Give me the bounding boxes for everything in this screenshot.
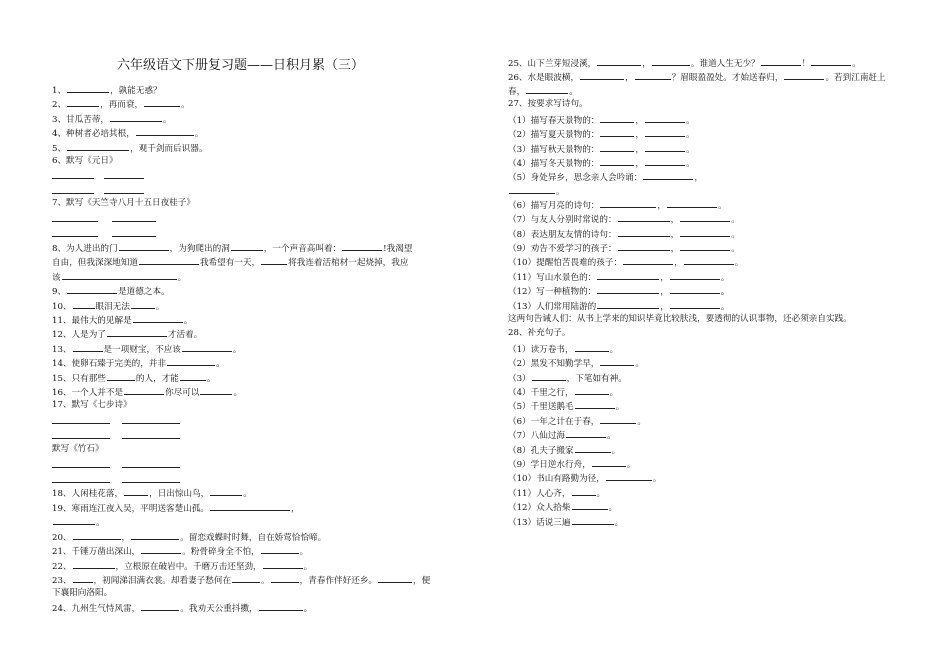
question-28-3: （3） ，下笔如有神。: [508, 374, 627, 384]
answer-blank[interactable]: [200, 386, 232, 395]
question-7: 7、默写《天竺寺八月十五日夜桂子》: [52, 198, 195, 208]
question-5: 5、 ，观千剑而后识器。: [52, 144, 208, 154]
answer-blank[interactable]: [67, 142, 129, 151]
answer-blank[interactable]: [263, 560, 303, 569]
answer-blank[interactable]: [600, 128, 634, 137]
question-28-5: （5）千里送鹅毛 。: [508, 402, 625, 412]
answer-blank[interactable]: [119, 242, 169, 251]
question-27-11: （11）写山水景色的： ， 。: [508, 273, 730, 283]
answer-blank[interactable]: [122, 415, 180, 424]
answer-blank[interactable]: [600, 199, 656, 208]
answer-blank[interactable]: [600, 415, 636, 424]
answer-blank[interactable]: [259, 602, 303, 611]
question-28-7: （7）八仙过海 。: [508, 431, 616, 441]
answer-blank[interactable]: [271, 574, 299, 583]
answer-blank[interactable]: [580, 71, 624, 80]
answer-blank[interactable]: [652, 57, 690, 66]
answer-blank[interactable]: [107, 372, 135, 381]
answer-blank[interactable]: [532, 372, 566, 381]
answer-blank[interactable]: [600, 157, 634, 166]
question-27-1: （1）描写春天景物的： ， 。: [508, 116, 695, 126]
question-3: 3、甘瓜苦蒂， 。: [52, 115, 172, 125]
question-27: 27、按要求写诗句。: [508, 99, 588, 109]
question-8: 8、为人进出的门 ，为狗爬出的洞 ，一个声音高叫着： !我渴望: [52, 244, 413, 254]
question-23: 23、 ，初闻涕泪满衣裳。却看妻子愁何在 。 ，青春作伴好还乡。 ，便: [52, 576, 431, 586]
answer-blank[interactable]: [122, 459, 180, 468]
page-title: 六年级语文下册复习题——日积月累（三）: [117, 58, 365, 73]
answer-blank[interactable]: [761, 57, 801, 66]
answer-blank[interactable]: [231, 242, 263, 251]
answer-blank[interactable]: [73, 300, 95, 309]
question-27-6: （6）描写月亮的诗句： ， 。: [508, 201, 727, 211]
answer-blank[interactable]: [592, 458, 626, 467]
question-20: 20、 ， 。留恋戏蝶时时舞，自在娇莺恰恰啼。: [52, 533, 327, 543]
answer-blank[interactable]: [136, 127, 194, 136]
answer-blank[interactable]: [52, 415, 110, 424]
question-28-11: （11）人心齐， 。: [508, 489, 606, 499]
answer-blank[interactable]: [112, 213, 156, 222]
answer-blank[interactable]: [261, 256, 287, 265]
question-22: 22、 ，立根原在破岩中。千磨万击还坚劲， 。: [52, 562, 313, 572]
question-8-line-2: 自由，但我深深地知道 我希望有一天， 将我连着活棺材一起烧掉，我应: [52, 258, 409, 268]
question-9: 9、 是道德之本。: [52, 287, 170, 297]
question-27-10: （10）提醒怕苦畏难的孩子： ， 。: [508, 258, 744, 268]
answer-blank[interactable]: [680, 242, 730, 251]
answer-blank[interactable]: [141, 545, 181, 554]
answer-blank[interactable]: [210, 487, 242, 496]
answer-blank[interactable]: [342, 242, 382, 251]
answer-blank[interactable]: [572, 516, 614, 525]
answer-blank[interactable]: [122, 474, 180, 483]
question-23-line-2: 下襄阳向洛阳。: [52, 588, 113, 598]
answer-blank[interactable]: [597, 300, 659, 309]
answer-blank[interactable]: [52, 474, 110, 483]
answer-blank[interactable]: [131, 531, 179, 540]
answer-blank[interactable]: [167, 357, 215, 366]
answer-blank[interactable]: [124, 386, 164, 395]
answer-blank[interactable]: [784, 71, 824, 80]
answer-blank[interactable]: [575, 386, 609, 395]
question-10: 10、 眼泪无法 。: [52, 302, 165, 312]
answer-blank[interactable]: [378, 574, 412, 583]
answer-blank[interactable]: [107, 328, 167, 337]
question-2: 2、 ，再而衰， 。: [52, 100, 190, 110]
answer-blank[interactable]: [597, 285, 659, 294]
answer-blank[interactable]: [67, 84, 109, 93]
answer-blank[interactable]: [73, 531, 121, 540]
question-27-8: （8）表达朋友友情的诗句： ， 。: [508, 230, 740, 240]
answer-blank[interactable]: [122, 430, 180, 439]
answer-blank[interactable]: [572, 487, 596, 496]
answer-blank[interactable]: [210, 502, 290, 511]
question-28-4: （4）千里之行， 。: [508, 388, 619, 398]
answer-blank[interactable]: [52, 430, 110, 439]
answer-blank[interactable]: [139, 256, 199, 265]
answer-blank[interactable]: [643, 171, 693, 180]
question-19-line-2: 。: [52, 516, 105, 529]
answer-blank[interactable]: [575, 343, 609, 352]
answer-blank[interactable]: [133, 314, 183, 323]
answer-blank[interactable]: [597, 57, 641, 66]
answer-blank[interactable]: [645, 157, 685, 166]
answer-blank[interactable]: [104, 170, 144, 179]
question-28-12: （12）众人拾柴 。: [508, 503, 618, 513]
question-28: 28、补充句子。: [508, 328, 571, 338]
answer-blank[interactable]: [600, 114, 634, 123]
question-28-13: （13）话说三遍 。: [508, 518, 624, 528]
answer-blank[interactable]: [131, 300, 155, 309]
answer-blank[interactable]: [112, 228, 156, 237]
question-28-8: （8）孔夫子搬家 。: [508, 446, 621, 456]
question-27-4: （4）描写冬天景物的： ， 。: [508, 159, 695, 169]
question-16: 16、一个人并不是 你尽可以 。: [52, 388, 243, 398]
answer-blank[interactable]: [52, 213, 98, 222]
answer-blank[interactable]: [670, 300, 720, 309]
answer-blank[interactable]: [67, 98, 99, 107]
question-26-line-2: 春， 。: [508, 87, 578, 97]
answer-blank[interactable]: [811, 57, 851, 66]
answer-blank[interactable]: [618, 242, 670, 251]
question-27-13: （13）人们常用陆游的 ， 。: [508, 302, 730, 312]
answer-blank[interactable]: [67, 285, 117, 294]
answer-blank[interactable]: [575, 400, 615, 409]
question-14: 14、使卵石臻于完美的，并非 。: [52, 359, 225, 369]
answer-blank[interactable]: [645, 114, 685, 123]
question-11: 11、最伟大的见解是 。: [52, 316, 193, 326]
answer-blank[interactable]: [180, 372, 206, 381]
answer-blank[interactable]: [52, 228, 98, 237]
answer-blank[interactable]: [62, 271, 177, 280]
answer-blank[interactable]: [144, 98, 180, 107]
question-28-9: （9）学日逆水行舟， 。: [508, 460, 636, 470]
answer-blank[interactable]: [572, 501, 608, 510]
answer-blank[interactable]: [73, 574, 93, 583]
answer-blank[interactable]: [110, 113, 162, 122]
answer-blank[interactable]: [606, 472, 652, 481]
answer-blank[interactable]: [670, 271, 720, 280]
question-27-12: （12）写一种植物的： ， 。: [508, 287, 730, 297]
answer-blank[interactable]: [526, 85, 568, 94]
answer-blank[interactable]: [141, 602, 179, 611]
answer-blank[interactable]: [618, 228, 670, 237]
question-27-5: （5）身处异乡，思念亲人会吟诵： ，: [508, 173, 703, 183]
question-28-1: （1）读万卷书， 。: [508, 345, 619, 355]
question-27-2: （2）描写夏天景物的： ， 。: [508, 130, 695, 140]
answer-blank[interactable]: [73, 560, 115, 569]
answer-blank[interactable]: [104, 185, 144, 194]
question-27-5-line-2: 。: [508, 185, 565, 198]
answer-blank[interactable]: [618, 213, 670, 222]
answer-blank[interactable]: [182, 343, 232, 352]
question-19: 19、寒雨连江夜入吴，平明送客楚山孤。 ，: [52, 504, 300, 514]
answer-blank[interactable]: [635, 71, 671, 80]
answer-blank[interactable]: [680, 228, 730, 237]
answer-blank[interactable]: [623, 256, 673, 265]
question-27-3: （3）描写秋天景物的： ， 。: [508, 145, 695, 155]
question-4: 4、种树者必培其根， 。: [52, 129, 204, 139]
question-27-9: （9）劝告不爱学习的孩子： ， 。: [508, 244, 740, 254]
question-28-6: （6）一年之计在于春， 。: [508, 417, 647, 427]
answer-blank[interactable]: [73, 343, 103, 352]
answer-blank[interactable]: [670, 285, 720, 294]
answer-blank[interactable]: [684, 256, 734, 265]
question-8-line-3: 该 。: [52, 273, 187, 283]
question-13: 13、 是一项财宝，不应该 。: [52, 345, 242, 355]
answer-blank[interactable]: [124, 487, 148, 496]
question-15: 15、只有那些 的人，才能 。: [52, 374, 216, 384]
answer-blank[interactable]: [597, 271, 659, 280]
question-1: 1、 ，孰能无惑？: [52, 86, 162, 96]
question-27-note: 这两句告诫人们：从书上学来的知识毕竟比较肤浅，要透彻的认识事物，还必须亲自实践。: [508, 314, 852, 324]
answer-blank[interactable]: [509, 185, 555, 194]
question-6: 6、默写《元日》: [52, 156, 118, 166]
answer-blank[interactable]: [52, 185, 94, 194]
answer-blank[interactable]: [52, 170, 94, 179]
answer-blank[interactable]: [232, 574, 260, 583]
answer-blank[interactable]: [680, 213, 730, 222]
question-21: 21、千锤万凿出深山， 。粉骨碎身全不怕， 。: [52, 547, 309, 557]
question-18: 18、人闲桂花落， ，日出惊山鸟， 。: [52, 489, 252, 499]
answer-blank[interactable]: [261, 545, 299, 554]
answer-blank[interactable]: [600, 357, 634, 366]
question-12: 12、人是为了 才活着。: [52, 330, 203, 340]
question-17: 17、默写《七步诗》: [52, 400, 132, 410]
question-28-10: （10）书山有路勤为径， 。: [508, 474, 662, 484]
answer-blank[interactable]: [645, 143, 685, 152]
answer-blank[interactable]: [667, 199, 717, 208]
answer-blank[interactable]: [575, 444, 611, 453]
answer-blank[interactable]: [52, 459, 110, 468]
answer-blank[interactable]: [645, 128, 685, 137]
question-27-7: （7）与友人分别时常说的： ， 。: [508, 215, 740, 225]
question-24: 24、九州生气恃风雷， 。我劝天公重抖擞， 。: [52, 604, 313, 614]
question-25: 25、山下兰芽短浸溪， ， 。谁道人生无少？ ！ 。: [508, 59, 861, 69]
question-17b: 默写《竹石》: [52, 444, 104, 454]
answer-blank[interactable]: [566, 429, 606, 438]
question-28-2: （2）黑发不知勤学早， 。: [508, 359, 645, 369]
answer-blank[interactable]: [53, 516, 95, 525]
answer-blank[interactable]: [600, 143, 634, 152]
question-26: 26、水是眼波横， ， ？眉眼盈盈处。才始送春归， 。若到江南赶上: [508, 73, 886, 83]
